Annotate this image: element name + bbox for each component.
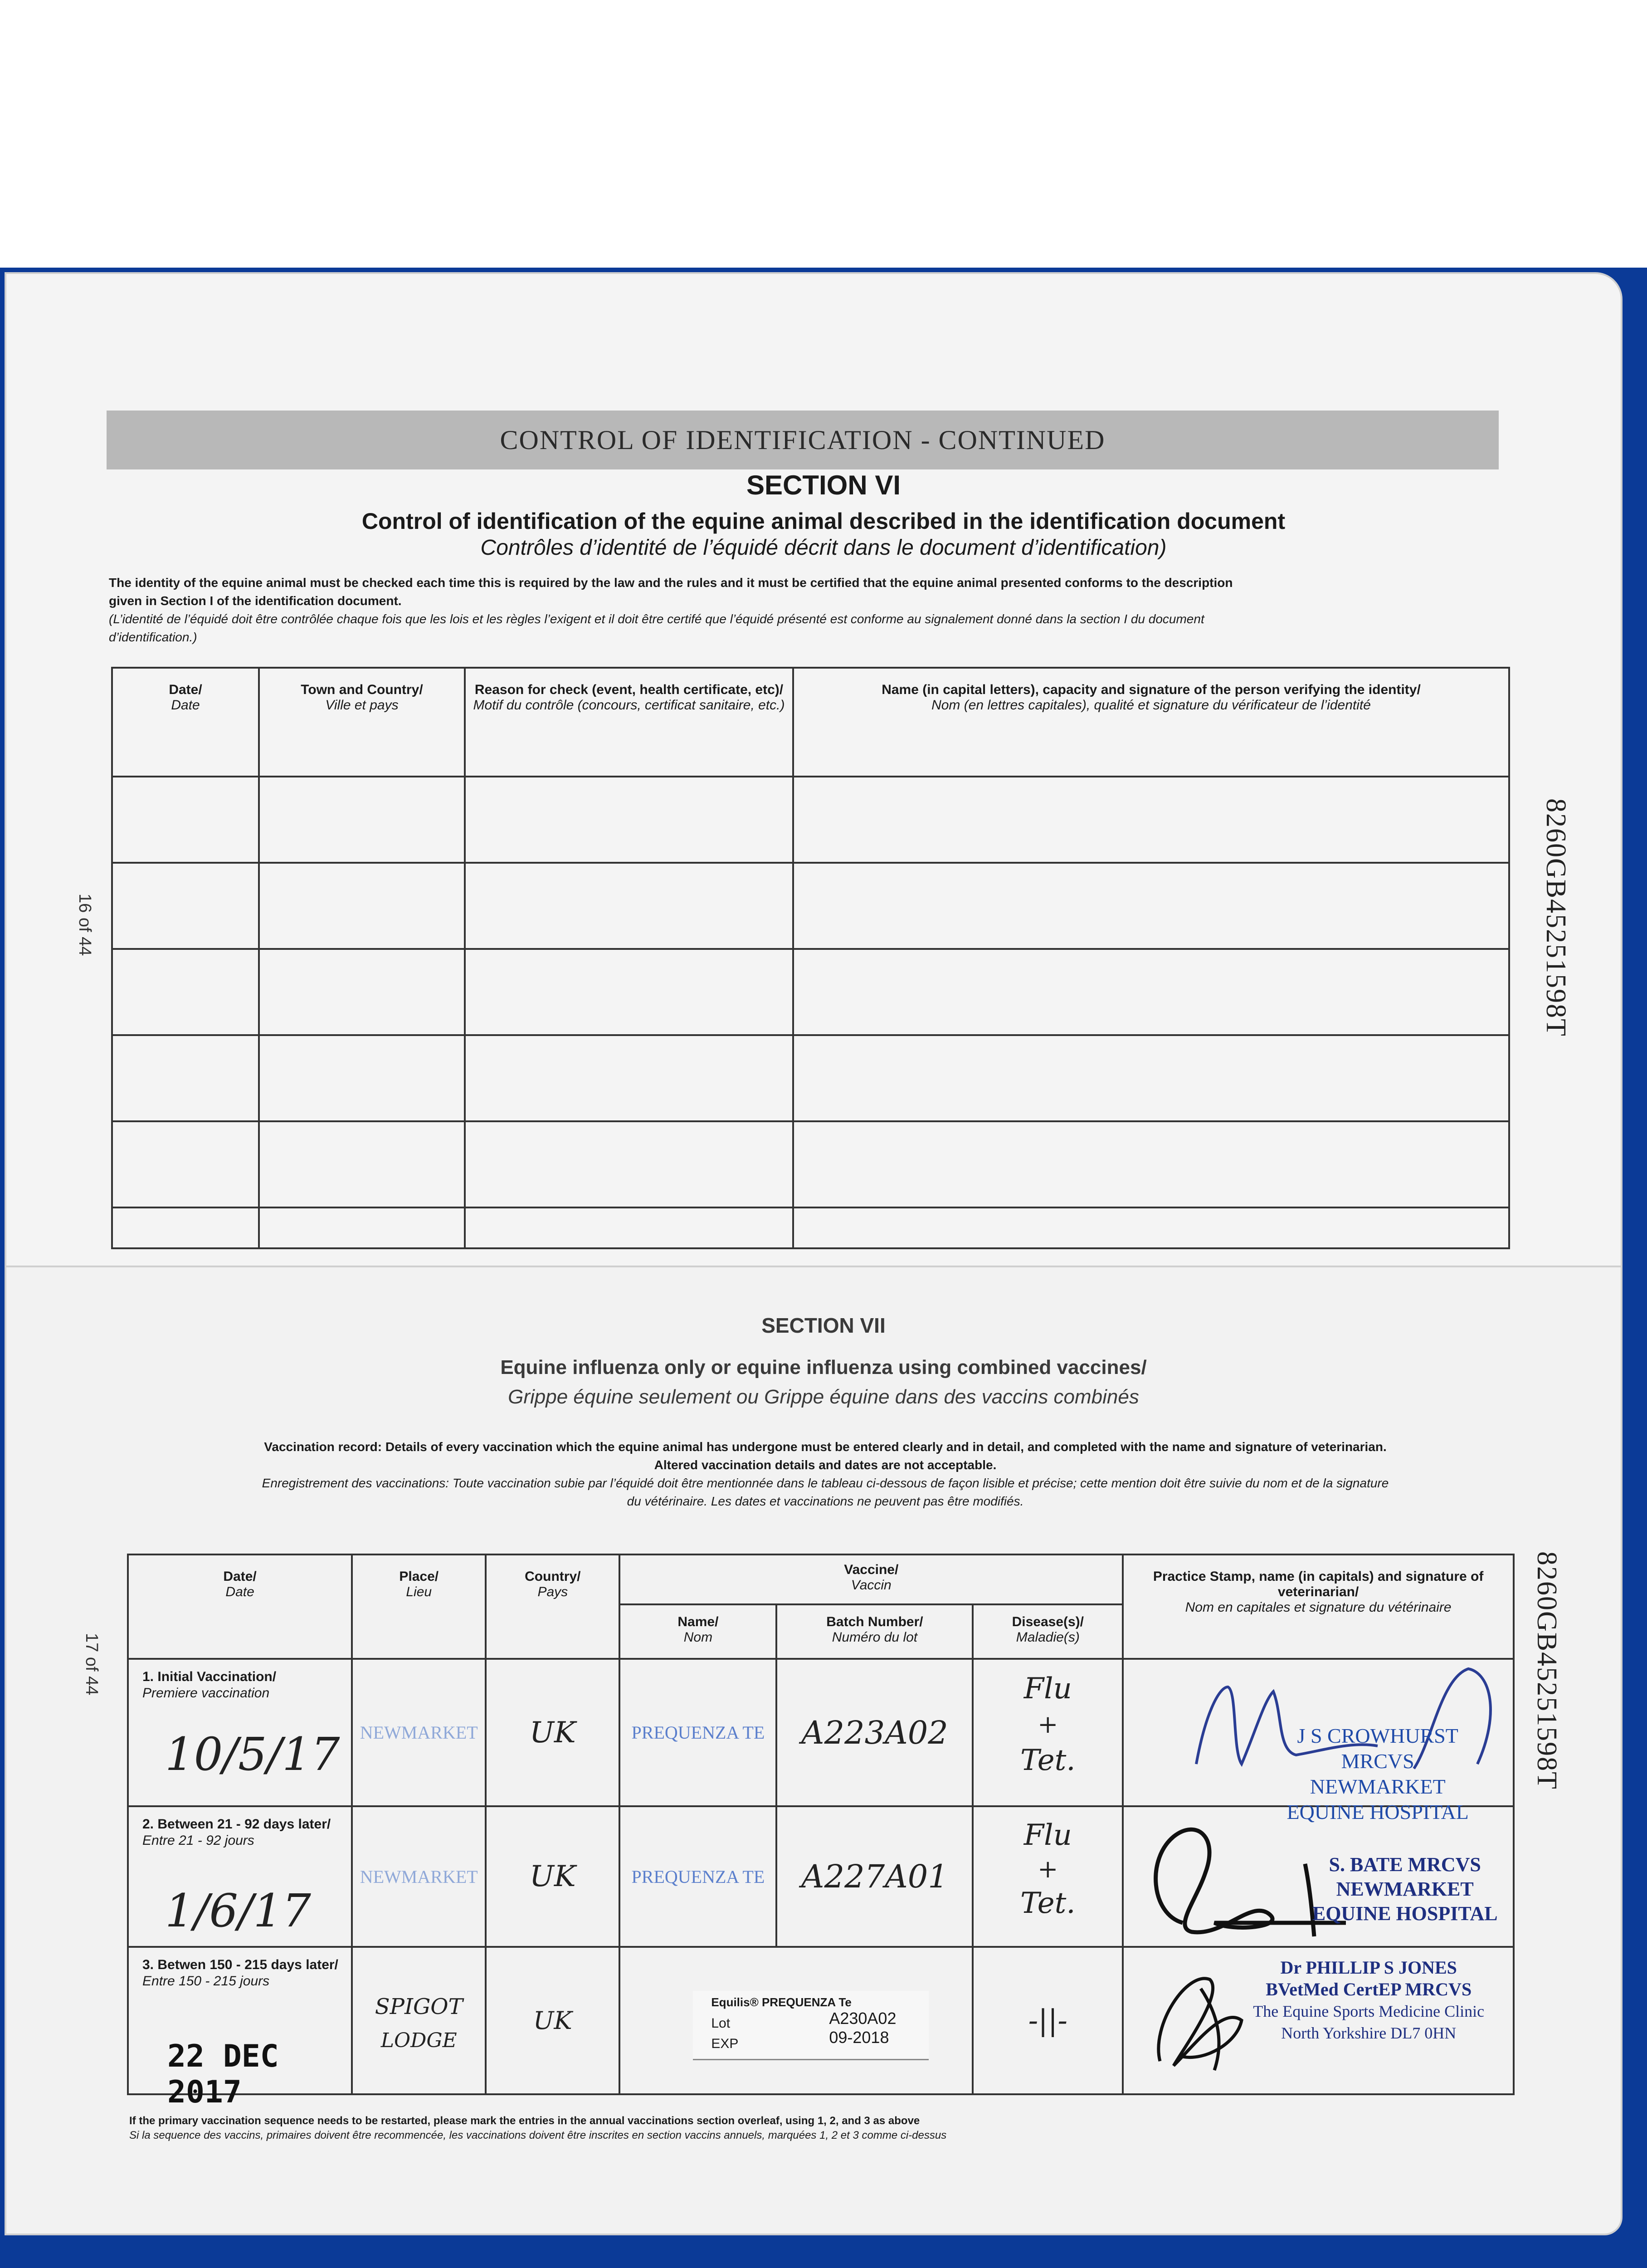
- hdr-stamp: [1123, 1554, 1514, 1659]
- row3-place-line1: SPIGOT: [375, 1994, 463, 2019]
- vaccination-table: [127, 1554, 1515, 2110]
- upper-note-fr-1: (L’identité de l’équidé doit être contrôlée chaque fois que les lois et les règles l’exigent et il doit être certifé que l’équidé présenté est conforme au signalement donné dans la section I du document: [109, 612, 1204, 626]
- hdr-date-en: Date/: [223, 1569, 257, 1584]
- cell[interactable]: [465, 1035, 793, 1121]
- cell[interactable]: [793, 949, 1509, 1035]
- row3-stamp-line2: BVetMed CertEP MRCVS: [1266, 1979, 1472, 1999]
- table-row: [112, 1035, 1509, 1121]
- hdr-disease-fr: Maladie(s): [1016, 1630, 1080, 1645]
- cell[interactable]: [465, 949, 793, 1035]
- row3-stamp-line4: North Yorkshire DL7 0HN: [1281, 2024, 1457, 2042]
- sticker-lot-label: Lot: [711, 2016, 731, 2031]
- row2-stamp-line1: S. BATE MRCVS: [1329, 1853, 1481, 1876]
- lower-note-en-2: Altered vaccination details and dates are not acceptable.: [654, 1458, 997, 1472]
- row2-country: UK: [529, 1860, 576, 1893]
- lower-page-number: 17 of 44: [82, 1633, 101, 1696]
- footnote-en: If the primary vaccination sequence needs to be restarted, please mark the entries in the annual vaccinations section overleaf, using 1, 2, and 3 as above: [129, 2115, 920, 2127]
- row2-disease-3: Tet.: [1020, 1887, 1076, 1920]
- row2-vaccine-name: PREQUENZA TE: [631, 1866, 765, 1887]
- upper-title-fr: Contrôles d’identité de l’équidé décrit dans le document d’identification): [480, 536, 1167, 560]
- row1-place: NEWMARKET: [360, 1722, 478, 1743]
- col-date-fr: Date: [171, 698, 200, 713]
- vaccination-row-3: [128, 1947, 1514, 2094]
- row1-batch: A223A02: [801, 1714, 948, 1751]
- cell[interactable]: [259, 777, 465, 863]
- sticker-exp-label: EXP: [711, 2036, 739, 2051]
- footnote-fr: Si la sequence des vaccins, primaires doivent être recommencée, les vaccinations doivent être inscrites en section vaccins annuels, marquées 1, 2 et 3 comme ci-dessus: [129, 2129, 947, 2141]
- hdr-place: [352, 1554, 486, 1659]
- row3-stamp-line1: Dr PHILLIP S JONES: [1280, 1957, 1457, 1978]
- section-banner: CONTROL OF IDENTIFICATION - CONTINUED: [107, 411, 1499, 469]
- cell[interactable]: [259, 1035, 465, 1121]
- cell[interactable]: [793, 1035, 1509, 1121]
- upper-passport-number: 8260GB45251598T: [1540, 798, 1571, 1037]
- row3-country: UK: [533, 2006, 572, 2035]
- row2-date-cell[interactable]: [128, 1806, 352, 1947]
- vaccination-row-2: [128, 1806, 1514, 1947]
- cell[interactable]: [259, 1121, 465, 1207]
- row3-date-stamp: 22 DEC 2017: [167, 2038, 279, 2110]
- upper-page-number: 16 of 44: [75, 894, 94, 956]
- hdr-place-fr: Lieu: [406, 1584, 432, 1599]
- row1-label-fr: Premiere vaccination: [142, 1686, 270, 1701]
- row1-disease-2: +: [1038, 1710, 1058, 1739]
- hdr-place-en: Place/: [399, 1569, 439, 1584]
- row2-stamp: [1305, 1853, 1505, 1926]
- col-town-header: [259, 668, 465, 777]
- row3-vaccine-cell[interactable]: [619, 1947, 973, 2094]
- table-row: [112, 1121, 1509, 1207]
- cell[interactable]: [793, 1121, 1509, 1207]
- lower-instructions: [109, 1438, 1542, 1510]
- col-verifier-fr: Nom (en lettres capitales), qualité et signature du vérificateur de l’identité: [931, 698, 1371, 713]
- cell[interactable]: [793, 863, 1509, 949]
- row2-country-cell[interactable]: [486, 1806, 619, 1947]
- row1-date: 10/5/17: [165, 1728, 340, 1781]
- row3-disease: -||-: [1028, 2004, 1067, 2038]
- row2-stamp-line3: EQUINE HOSPITAL: [1312, 1902, 1498, 1925]
- upper-note-fr-2: d’identification.): [109, 630, 197, 644]
- col-reason-header: [465, 668, 793, 777]
- row2-disease-1: Flu: [1023, 1818, 1072, 1852]
- row2-disease-cell[interactable]: [973, 1806, 1123, 1947]
- row1-stamp-line2: NEWMARKET: [1310, 1775, 1446, 1798]
- row3-date-cell[interactable]: [128, 1947, 352, 2110]
- col-town-en: Town and Country/: [301, 682, 423, 697]
- table-row: [112, 949, 1509, 1035]
- row2-place: NEWMARKET: [360, 1866, 478, 1887]
- row1-vaccine-name: PREQUENZA TE: [631, 1722, 765, 1743]
- hdr-stamp-en: Practice Stamp, name (in capitals) and signature of veterinarian/: [1153, 1569, 1484, 1599]
- row1-disease-cell[interactable]: [973, 1659, 1123, 1806]
- row1-stamp-line3: EQUINE HOSPITAL: [1286, 1800, 1469, 1823]
- row3-stamp-cell[interactable]: [1123, 1947, 1514, 2094]
- row2-stamp-cell[interactable]: [1123, 1806, 1514, 1947]
- lower-note-fr-2: du vétérinaire. Les dates et vaccinations ne peuvent pas être modifiés.: [627, 1494, 1024, 1508]
- col-verifier-en: Name (in capital letters), capacity and signature of the person verifying the identity/: [882, 682, 1421, 697]
- sticker-brand: Equilis® PREQUENZA Te: [711, 1995, 852, 2009]
- section-vi-heading: SECTION VI: [746, 470, 901, 500]
- cell[interactable]: [112, 1035, 259, 1121]
- row2-date: 1/6/17: [165, 1884, 311, 1937]
- lower-passport-number: 8260GB45251598T: [1531, 1551, 1562, 1790]
- row1-label-en: 1. Initial Vaccination/: [142, 1669, 277, 1684]
- hdr-country-fr: Pays: [537, 1584, 568, 1599]
- col-reason-en: Reason for check (event, health certificate, etc)/: [474, 682, 784, 697]
- table-row: [112, 1207, 1509, 1248]
- lower-note-en-1: Vaccination record: Details of every vaccination which the equine animal has undergone must be entered clearly and in detail, and completed with the name and signature of veterinarian.: [264, 1440, 1387, 1454]
- cell[interactable]: [465, 1207, 793, 1248]
- cell[interactable]: [793, 777, 1509, 863]
- cell[interactable]: [465, 777, 793, 863]
- row3-label-en: 3. Betwen 150 - 215 days later/: [142, 1957, 338, 1972]
- vaccination-row-1: [128, 1659, 1514, 1806]
- hdr-batch-fr: Numéro du lot: [832, 1630, 918, 1645]
- hdr-date-fr: Date: [225, 1584, 254, 1599]
- hdr-disease: [973, 1604, 1123, 1659]
- row2-batch-cell[interactable]: [776, 1806, 973, 1947]
- row2-label-fr: Entre 21 - 92 jours: [142, 1833, 254, 1848]
- lower-title-fr: Grippe équine seulement ou Grippe équine dans des vaccins combinés: [508, 1386, 1139, 1408]
- row1-batch-cell[interactable]: [776, 1659, 973, 1806]
- cell[interactable]: [259, 863, 465, 949]
- lower-note-fr-1: Enregistrement des vaccinations: Toute vaccination subie par l’équidé doit être mentionnée dans le tableau ci-dessous de façon lisible et précise; cette mention doit être suivie du nom et de la signature: [262, 1476, 1389, 1490]
- col-date-header: [112, 668, 259, 777]
- cell[interactable]: [112, 949, 259, 1035]
- cell[interactable]: [112, 1207, 259, 1248]
- hdr-vaccine-name: [619, 1604, 776, 1659]
- col-date-en: Date/: [169, 682, 202, 697]
- hdr-vaccine: [619, 1554, 1123, 1604]
- hdr-country-en: Country/: [525, 1569, 581, 1584]
- hdr-stamp-fr: Nom en capitales et signature du vétérinaire: [1185, 1600, 1452, 1615]
- hdr-date: [128, 1554, 352, 1659]
- cell[interactable]: [112, 777, 259, 863]
- cell[interactable]: [112, 1121, 259, 1207]
- upper-note-en-1: The identity of the equine animal must be checked each time this is required by the law and the rules and it must be certified that the equine animal presented conforms to the description: [109, 576, 1233, 590]
- sticker-lot: A230A02: [829, 2009, 897, 2028]
- identity-check-table: [111, 667, 1510, 1249]
- table-row: [112, 863, 1509, 949]
- row2-batch: A227A01: [801, 1858, 948, 1895]
- row1-disease-1: Flu: [1023, 1672, 1072, 1706]
- hdr-country: [486, 1554, 619, 1659]
- col-verifier-header: [793, 668, 1509, 777]
- upper-title-en: Control of identification of the equine animal described in the identification document: [361, 508, 1286, 534]
- row1-country-cell[interactable]: [486, 1659, 619, 1806]
- row3-disease-cell[interactable]: [973, 1947, 1123, 2094]
- cell[interactable]: [793, 1207, 1509, 1248]
- hdr-batch: [776, 1604, 973, 1659]
- footnote: [129, 2114, 1535, 2143]
- row1-stamp-cell[interactable]: [1123, 1659, 1514, 1823]
- row3-stamp: [1233, 1957, 1505, 2044]
- cell[interactable]: [465, 1121, 793, 1207]
- row1-disease-3: Tet.: [1020, 1744, 1076, 1777]
- cell[interactable]: [112, 863, 259, 949]
- row1-date-cell[interactable]: [128, 1659, 352, 1806]
- row1-stamp-line1: J S CROWHURST MRCVS: [1297, 1724, 1458, 1773]
- section-vii-heading: SECTION VII: [761, 1314, 886, 1337]
- col-town-fr: Ville et pays: [325, 698, 399, 713]
- hdr-batch-en: Batch Number/: [826, 1614, 923, 1629]
- cell[interactable]: [465, 863, 793, 949]
- hdr-vaccine-fr: Vaccin: [851, 1578, 892, 1593]
- row2-label-en: 2. Between 21 - 92 days later/: [142, 1817, 331, 1832]
- row2-place-cell[interactable]: [352, 1806, 486, 1947]
- row3-place-line2: LODGE: [380, 2029, 457, 2052]
- sticker-exp: 09-2018: [829, 2028, 889, 2047]
- row3-stamp-line3: The Equine Sports Medicine Clinic: [1253, 2002, 1485, 2020]
- row2-vaccine-cell[interactable]: [619, 1806, 776, 1947]
- row3-place-cell[interactable]: [352, 1947, 486, 2094]
- row3-label-fr: Entre 150 - 215 jours: [142, 1974, 270, 1989]
- upper-instructions: [109, 574, 1560, 646]
- lower-title-en: Equine influenza only or equine influenza using combined vaccines/: [500, 1356, 1147, 1378]
- row3-country-cell[interactable]: [486, 1947, 619, 2094]
- row2-stamp-line2: NEWMARKET: [1336, 1878, 1474, 1900]
- row1-vaccine-cell[interactable]: [619, 1659, 776, 1806]
- hdr-disease-en: Disease(s)/: [1012, 1614, 1084, 1629]
- hdr-name-fr: Nom: [683, 1630, 713, 1645]
- upper-note-en-2: given in Section I of the identification document.: [109, 594, 402, 608]
- cell[interactable]: [259, 949, 465, 1035]
- table-row: [112, 777, 1509, 863]
- hdr-vaccine-en: Vaccine/: [844, 1562, 899, 1577]
- cell[interactable]: [259, 1207, 465, 1248]
- col-reason-fr: Motif du contrôle (concours, certificat sanitaire, etc.): [473, 698, 785, 713]
- hdr-name-en: Name/: [677, 1614, 719, 1629]
- row2-disease-2: +: [1038, 1855, 1058, 1883]
- row1-country: UK: [529, 1716, 576, 1750]
- row1-place-cell[interactable]: [352, 1659, 486, 1806]
- vaccine-sticker: [693, 1991, 929, 2060]
